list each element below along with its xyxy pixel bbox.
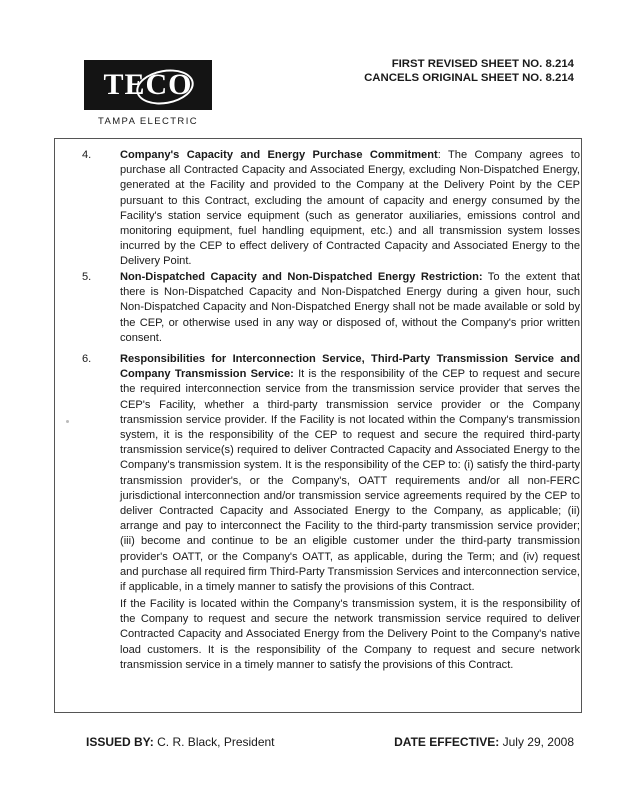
section-4 xyxy=(84,148,580,270)
section-heading: Company's Capacity and Energy Purchase Commitment xyxy=(120,149,438,161)
scan-speck xyxy=(66,420,69,423)
issued-by-value: C. R. Black, President xyxy=(157,735,275,749)
date-effective xyxy=(394,735,574,749)
section-6-paragraph-2: If the Facility is located within the Company's transmission system, it is the responsibility of the Company to request and secure the network transmission service required to deliver Contracted Capacity and Associated Energy from the Delivery Point to the Company's native load customers. It is the responsibility of the Company to request and secure network transmission service in a timely manner to satisfy the provisions of this Contract. xyxy=(120,598,580,671)
issued-by xyxy=(86,735,275,749)
date-effective-value: July 29, 2008 xyxy=(502,735,574,749)
section-text: It is the responsibility of the CEP to request and secure the required interconnection service from the transmission service provider that serves the CEP's Facility, whether a third-party transmission service provider or the Company transmission service provider. If the Facility is not located within the Company's transmission system, it is the responsibility of the CEP to request and secure the required third-party transmission service(s) required to deliver Contracted Capacity and Associated Energy to the Company's transmission system. It is the responsibility of the CEP to: (i) satisfy the third-party transmission provider's, or the Company's, OATT requirements and/or all non-FERC jurisdictional interconnection and/or transmission service agreements required by the CEP to deliver Contracted Capacity and Associated Energy to the Company, as applicable; (ii) arrange and pay to interconnect the Facility to the third-party transmission service provider; (iii) become and continue to be an eligible customer under the third-party transmission provider's OATT, or the Company's OATT, as applicable, during the Term; and (iv) request and purchase all required firm Third-Party Transmission Services and interconnection service, if applicable, in a timely manner to satisfy the provisions of this Contract. xyxy=(120,368,580,594)
date-effective-label: DATE EFFECTIVE: xyxy=(394,735,500,749)
section-text: To the extent that there is Non-Dispatched Capacity and Non-Dispatched Energy during a given hour, such Non-Dispatched Capacity and Non-Dispatched Energy shall not be made available or sold by the CEP, or otherwise used in any way or disposed of, without the Company's prior written consent. xyxy=(120,271,580,344)
logo-tagline: TAMPA ELECTRIC xyxy=(97,116,198,127)
logo-wordmark: TECO xyxy=(103,68,193,101)
logo-mark xyxy=(84,60,212,110)
section-body xyxy=(120,270,580,346)
sheet-number: FIRST REVISED SHEET NO. 8.214 xyxy=(391,58,574,70)
sheet-number-block xyxy=(364,57,574,85)
section-number: 4. xyxy=(82,149,92,161)
section-5 xyxy=(84,270,580,346)
section-heading: Non-Dispatched Capacity and Non-Dispatched Energy Restriction: xyxy=(120,271,483,283)
section-number: 5. xyxy=(82,271,92,283)
section-body xyxy=(120,148,580,270)
section-heading: Responsibilities for Interconnection Service, Third-Party Transmission Service and Company Transmission Service: xyxy=(120,353,580,381)
issued-by-label: ISSUED BY: xyxy=(86,735,154,749)
section-body xyxy=(120,352,580,595)
cancels-sheet-number: CANCELS ORIGINAL SHEET NO. 8.214 xyxy=(364,72,574,84)
section-heading-suffix: : xyxy=(437,149,441,161)
section-6 xyxy=(84,352,580,595)
section-number: 6. xyxy=(82,353,92,365)
teco-logo xyxy=(84,60,218,127)
section-text: The Company agrees to purchase all Contracted Capacity and Associated Energy, excluding Non-Dispatched Energy, generated at the Facility and provided to the Company at the Delivery Point by the CEP pursuant to this Contract, excluding the amount of capacity and energy consumed by the Facility's station service equipment (such as generator auxiliaries, emissions control and monitoring equipment, fuel handling equipment, etc.) and all transmission system losses incurred by the CEP to effect delivery of Contracted Capacity and Associated Energy to the Delivery Point. xyxy=(120,149,580,268)
